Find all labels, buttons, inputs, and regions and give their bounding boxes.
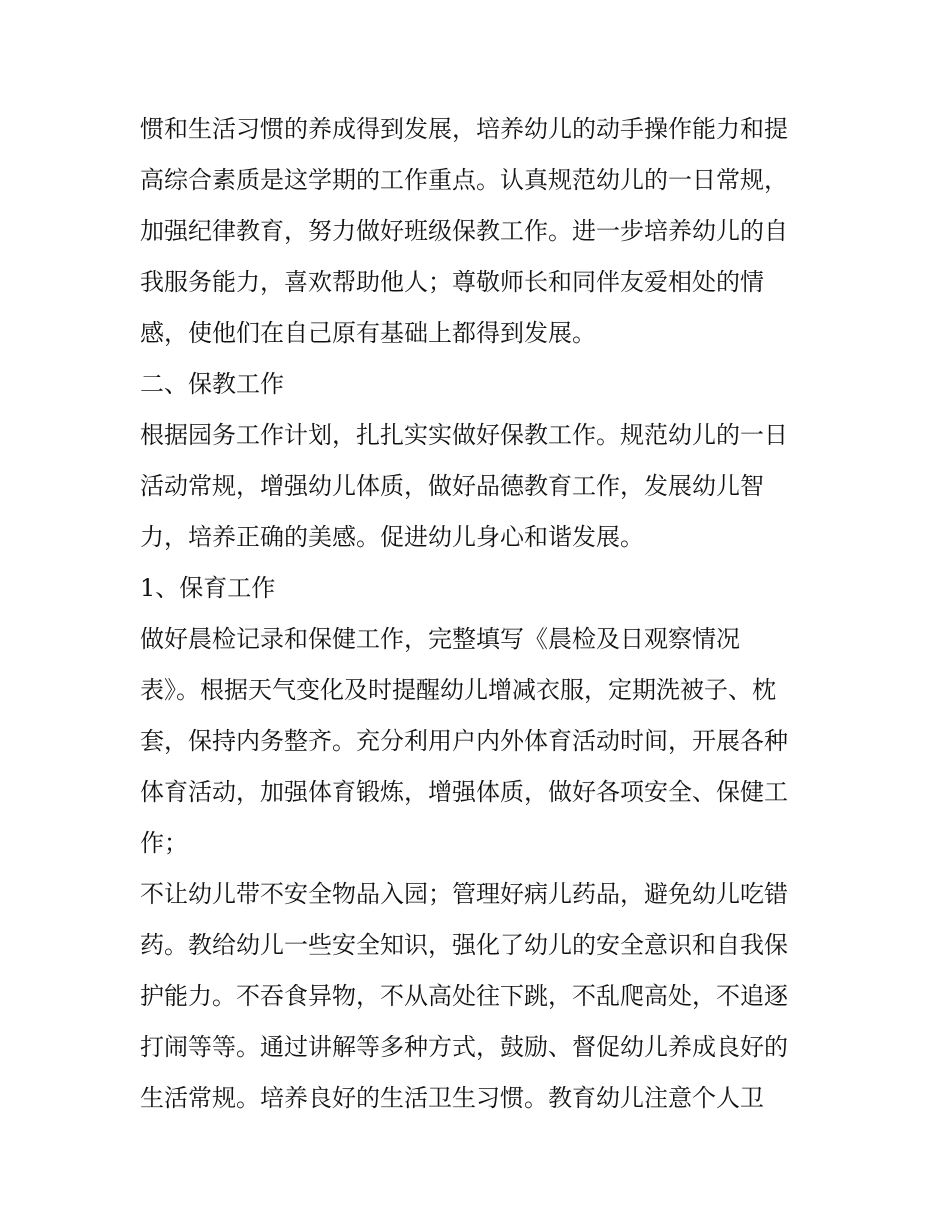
text-line: 套，保持内务整齐。充分利用户内外体育活动时间，开展各种 [140, 727, 788, 755]
text-line: 护能力。不吞食异物，不从高处往下跳，不乱爬高处，不追逐 [140, 982, 788, 1010]
text-line: 体育活动，加强体育锻炼，增强体质，做好各项安全、保健工 [140, 778, 788, 806]
text-line: 做好晨检记录和保健工作，完整填写《晨检及日观察情况 [140, 625, 740, 653]
text-line: 不让幼儿带不安全物品入园；管理好病儿药品，避免幼儿吃错 [140, 880, 788, 908]
text-line: 惯和生活习惯的养成得到发展，培养幼儿的动手操作能力和提 [140, 115, 788, 143]
text-line: 活动常规，增强幼儿体质，做好品德教育工作，发展幼儿智 [140, 472, 764, 500]
text-line: 感，使他们在自己原有基础上都得到发展。 [140, 319, 596, 347]
text-line: 表》。根据天气变化及时提醒幼儿增减衣服，定期洗被子、枕 [140, 676, 776, 704]
text-line: 我服务能力，喜欢帮助他人；尊敬师长和同伴友爱相处的情 [140, 268, 764, 296]
text-line: 药。教给幼儿一些安全知识，强化了幼儿的安全意识和自我保 [140, 931, 788, 959]
text-line: 根据园务工作计划，扎扎实实做好保教工作。规范幼儿的一日 [140, 421, 788, 449]
text-line: 生活常规。培养良好的生活卫生习惯。教育幼儿注意个人卫 [140, 1084, 764, 1112]
section-heading: 二、保教工作 [140, 370, 284, 398]
text-line: 作； [140, 829, 188, 857]
text-line: 打闹等等。通过讲解等多种方式，鼓励、督促幼儿养成良好的 [140, 1033, 788, 1061]
text-line: 高综合素质是这学期的工作重点。认真规范幼儿的一日常规， [140, 166, 788, 194]
text-line: 力，培养正确的美感。促进幼儿身心和谐发展。 [140, 523, 644, 551]
text-line: 加强纪律教育，努力做好班级保教工作。进一步培养幼儿的自 [140, 217, 788, 245]
subsection-heading: 1、保育工作 [140, 574, 276, 602]
document-body [140, 104, 820, 1124]
